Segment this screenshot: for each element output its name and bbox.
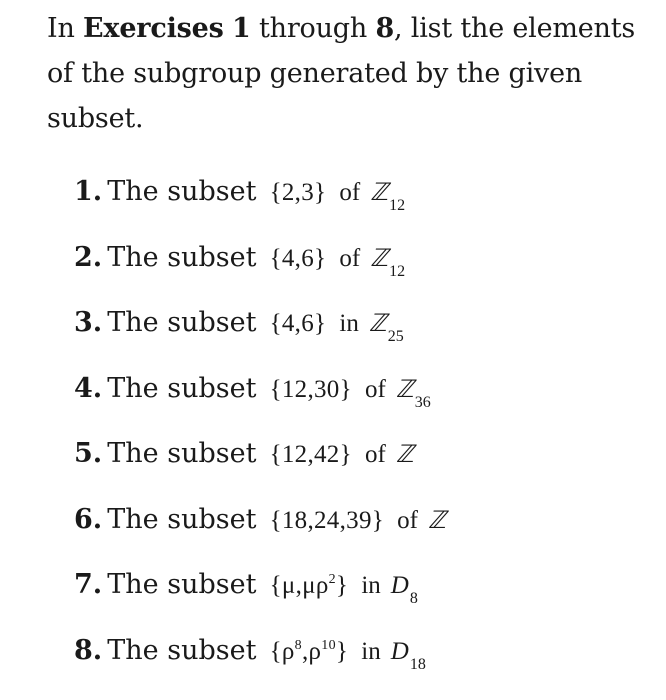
exercise-item: [74, 242, 446, 308]
group-subscript: 25: [387, 328, 404, 345]
exercise-connector: in: [339, 310, 359, 337]
exercise-number: 2.: [74, 241, 103, 273]
exercise-connector: of: [339, 244, 361, 272]
integers-symbol: ℤ: [395, 376, 414, 403]
exercise-number: 5.: [74, 438, 103, 469]
instructions-paragraph: [47, 6, 647, 141]
exercise-set: {18,24,39}: [269, 506, 385, 534]
exercise-text: The subset: [107, 569, 257, 600]
group-subscript: 8: [409, 590, 418, 607]
intro-exercises-word: Exercises: [83, 13, 224, 44]
integers-symbol: ℤ: [427, 507, 446, 534]
set-exponent: 10: [321, 637, 336, 653]
exercise-item: [74, 176, 446, 242]
exercise-number: 3.: [74, 307, 103, 338]
intro-start-number: 1: [232, 13, 251, 44]
exercise-set: {2,3}: [269, 179, 327, 206]
exercise-number: 4.: [74, 372, 103, 404]
integers-symbol: ℤ: [370, 180, 389, 206]
group-subscript: 36: [414, 393, 431, 411]
exercise-connector: of: [397, 506, 418, 534]
set-middle-part: ,ρ: [301, 637, 322, 665]
exercise-number: 6.: [74, 503, 103, 535]
intro-through: through: [250, 13, 376, 44]
exercise-connector: of: [365, 441, 386, 468]
set-exponent: 8: [294, 637, 302, 653]
set-close-part: }: [335, 637, 349, 665]
exercise-item: [74, 635, 446, 700]
exercise-text: The subset: [107, 634, 257, 666]
group-subscript: 18: [409, 655, 426, 673]
exercise-connector: of: [339, 179, 361, 206]
intro-rest: , list the elements of the subgroup generated by the given subset.: [47, 13, 636, 134]
exercise-text: The subset: [107, 241, 257, 273]
dihedral-group-symbol: D: [390, 637, 409, 665]
set-open-part: {ρ: [269, 637, 295, 665]
exercise-set: {4,6}: [269, 244, 327, 272]
exercise-item: [74, 373, 446, 439]
exercise-number: 8.: [74, 634, 103, 666]
exercise-text: The subset: [107, 503, 257, 535]
exercise-text: The subset: [107, 372, 257, 404]
exercise-item: [74, 307, 446, 373]
exercise-item: [74, 438, 446, 504]
exercise-set: {12,42}: [269, 441, 352, 468]
exercise-connector: of: [365, 375, 386, 403]
exercise-item: [74, 569, 446, 635]
exercise-number: 7.: [74, 569, 103, 600]
exercise-item: [74, 504, 446, 570]
exercise-connector: in: [361, 572, 381, 599]
exercise-text: The subset: [107, 438, 257, 469]
exercise-text: The subset: [107, 176, 257, 207]
group-subscript: 12: [389, 197, 406, 214]
exercise-set: {12,30}: [269, 375, 352, 403]
dihedral-group-symbol: D: [390, 572, 409, 599]
integers-symbol: ℤ: [368, 311, 387, 337]
exercise-number: 1.: [74, 176, 103, 207]
intro-prefix: In: [47, 13, 84, 44]
exercise-set: [270, 638, 349, 665]
set-exponent: 2: [328, 572, 336, 587]
integers-symbol: ℤ: [370, 245, 389, 272]
group-subscript: 12: [389, 262, 406, 280]
set-close-part: }: [335, 572, 349, 599]
intro-end-number: 8: [375, 13, 395, 44]
exercise-set: {4,6}: [269, 310, 327, 337]
exercise-set: [270, 572, 349, 599]
exercise-list: [74, 176, 446, 700]
set-open-part: {μ,μρ: [269, 572, 329, 599]
exercise-connector: in: [361, 637, 381, 665]
integers-symbol: ℤ: [395, 442, 414, 468]
exercise-text: The subset: [107, 307, 257, 338]
